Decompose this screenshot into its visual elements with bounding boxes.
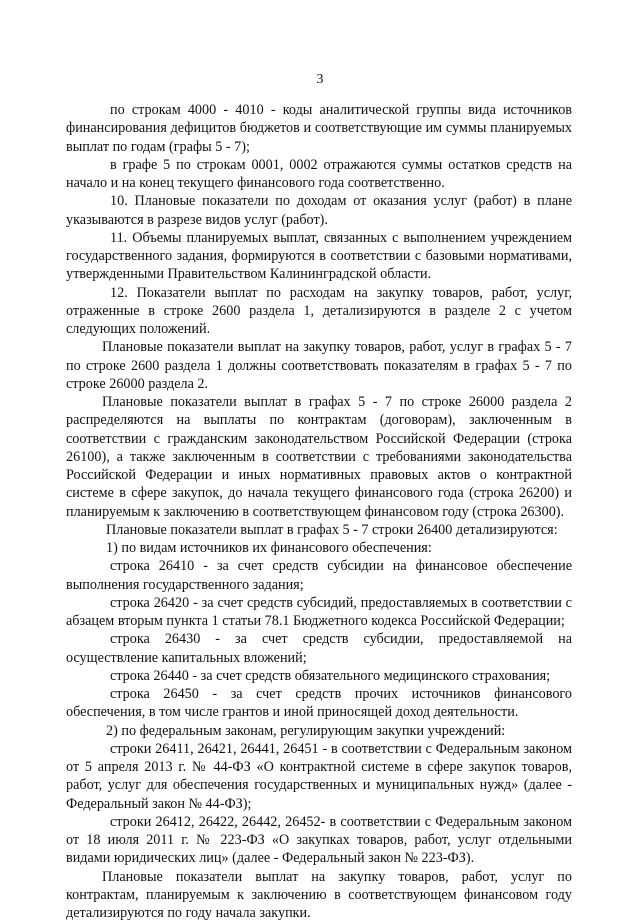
paragraph: строки 26411, 26421, 26441, 26451 - в соответствии с Федеральным законом от 5 апреля 2013 г. № 44-ФЗ «О контрактной системе в сфере закупок товаров, работ, услуг для обеспечения государственных и муниципальных нужд» (далее - Федеральный закон № 44-ФЗ); — [66, 740, 572, 813]
body-text — [66, 101, 572, 922]
paragraph: 12. Показатели выплат по расходам на закупку товаров, работ, услуг, отраженные в строке 2600 раздела 1, детализируются в разделе 2 с учетом следующих положений. — [66, 284, 572, 339]
paragraph: Плановые показатели выплат на закупку товаров, работ, услуг по контрактам, планируемым к заключению в соответствующем финансовом году детализируются по году начала закупки. — [66, 868, 572, 922]
paragraph: строка 26440 - за счет средств обязательного медицинского страхования; — [66, 667, 572, 685]
paragraph: 2) по федеральным законам, регулирующим закупки учреждений: — [66, 722, 572, 740]
paragraph: строка 26420 - за счет средств субсидий, предоставляемых в соответствии с абзацем вторым пункта 1 статьи 78.1 Бюджетного кодекса Российской Федерации; — [66, 594, 572, 631]
paragraph: Плановые показатели выплат на закупку товаров, работ, услуг в графах 5 - 7 по строке 2600 раздела 1 должны соответствовать показателям в графах 5 - 7 по строке 26000 раздела 2. — [66, 338, 572, 393]
paragraph: строки 26412, 26422, 26442, 26452- в соответствии с Федеральным законом от 18 июля 2011 г. № 223-ФЗ «О закупках товаров, работ, услуг отдельными видами юридических лиц» (далее - Федеральный закон № 223-ФЗ). — [66, 813, 572, 868]
paragraph: Плановые показатели выплат в графах 5 - 7 по строке 26000 раздела 2 распределяются на выплаты по контрактам (договорам), заключенным в соответствии с гражданским законодательством Российской Федерации (строка 26100), а также заключенным в соответствии с требованиями законодательства Российской Федерации и иных нормативных правовых актов о контрактной системе в сфере закупок, до начала текущего финансового года (строка 26200) и планируемым к заключению в соответствующем финансовом году (строка 26300). — [66, 393, 572, 521]
paragraph: строка 26430 - за счет средств субсидии, предоставляемой на осуществление капитальных вложений; — [66, 630, 572, 667]
paragraph: в графе 5 по строкам 0001, 0002 отражаются суммы остатков средств на начало и на конец текущего финансового года соответственно. — [66, 156, 572, 193]
paragraph: 11. Объемы планируемых выплат, связанных с выполнением учреждением государственного задания, формируются в соответствии с базовыми нормативами, утвержденными Правительством Калининградской области. — [66, 229, 572, 284]
paragraph: строка 26410 - за счет средств субсидии на финансовое обеспечение выполнения государственного задания; — [66, 557, 572, 594]
paragraph: строка 26450 - за счет средств прочих источников финансового обеспечения, в том числе грантов и иной приносящей доход деятельности. — [66, 685, 572, 722]
paragraph: 1) по видам источников их финансового обеспечения: — [66, 539, 572, 557]
paragraph: 10. Плановые показатели по доходам от оказания услуг (работ) в плане указываются в разрезе видов услуг (работ). — [66, 192, 572, 229]
paragraph: по строкам 4000 - 4010 - коды аналитической группы вида источников финансирования дефицитов бюджетов и соответствующие им суммы планируемых выплат по годам (графы 5 - 7); — [66, 101, 572, 156]
paragraph: Плановые показатели выплат в графах 5 - 7 строки 26400 детализируются: — [66, 521, 572, 539]
page-number: 3 — [0, 72, 640, 88]
